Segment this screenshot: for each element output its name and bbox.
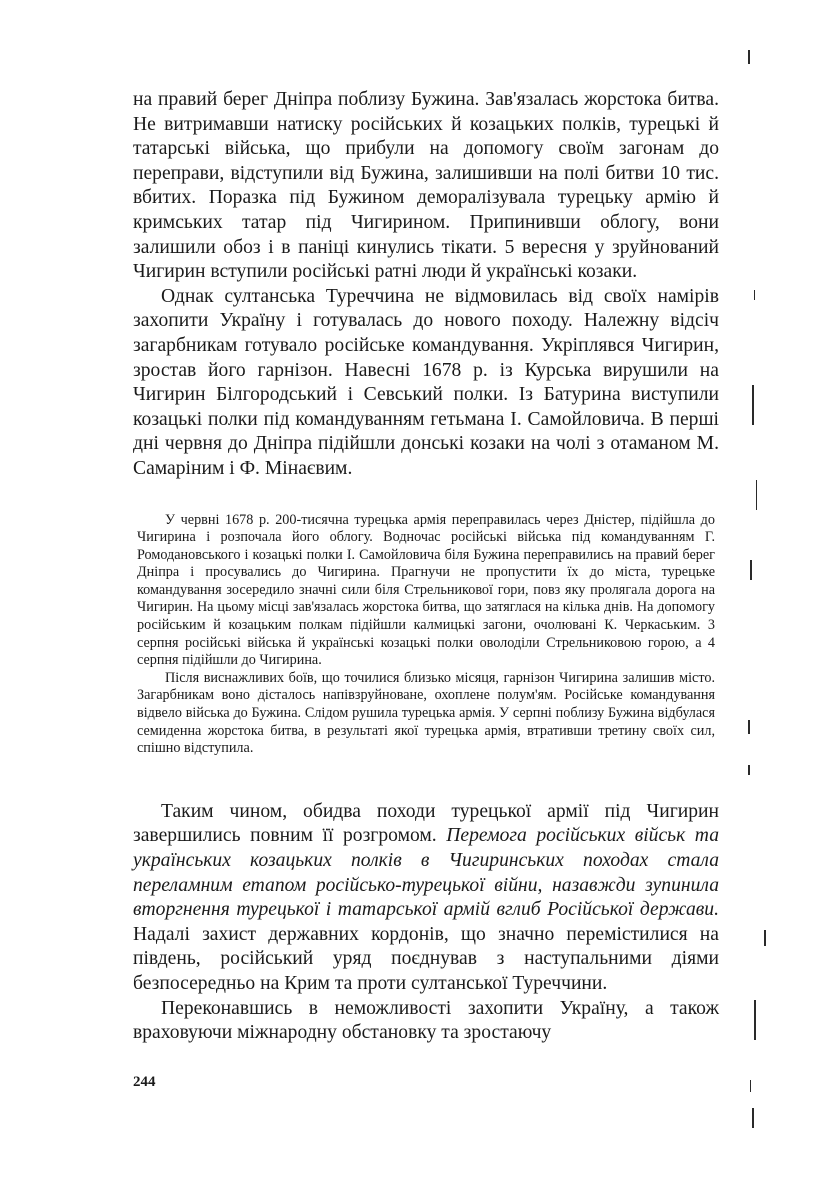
page-number: 244 [133, 1074, 156, 1090]
paragraph-3 [133, 800, 719, 997]
paragraph-1: на правий берег Дніпра поблизу Бужина. Зав'язалась жорстока битва. Не витримавши натиску російських й козацьких полків, турецькі й татарські війська, що прибули на допомогу своїм загонам до переправи, відступили від Бужина, залишивши на полі битви 10 тис. вбитих. Поразка під Бужином деморалізувала турецьку армію й кримських татар під Чигирином. Припинивши облогу, вони залишили обоз і в паніці кинулись тікати. 5 вересня у зруйнований Чигирин вступили російські ратні люди й українські козаки. [133, 89, 719, 283]
scan-mark [750, 560, 752, 580]
paragraph-2: Однак султанська Туреччина не відмовилась від своїх намірів захопити Україну і готувалась до нового походу. Належну відсіч загарбникам готувало російське командування. Укріплявся Чигирин, зростав його гарнізон. Навесні 1678 р. із Курська вирушили на Чигирин Білгородський і Севський полки. Із Батурина виступили козацькі полки під командуванням гетьмана І. Самойловича. В перші дні червня до Дніпра підійшли донські козаки на чолі з отаманом М. Самаріним і Ф. Мінаєвим. [133, 285, 719, 479]
scan-mark [748, 765, 750, 775]
note-paragraph-2: Після виснажливих боїв, що точилися близько місяця, гарнізон Чигирина залишив місто. Загарбникам воно дісталось напівзруйноване, охоплене полум'ям. Російське командування відвело війська до Бужина. Слідом рушила турецька армія. У серпні поблизу Бужина відбулася семиденна жорстока битва, в результаті якої турецька армія, втративши третину своїх сил, спішно відступила. [137, 669, 715, 757]
paragraph-3-start: Таким чином, обидва походи турецької армії під Чигирин завершились повним її розгромом. [133, 800, 719, 847]
paragraph-3-italic: Перемога російських військ та українських козацьких полків в Чигиринських походах стала переламним етапом російсько-турецької війни, назавжди зупинила вторгнення турецької і татарської армій вглиб Російської держави. [133, 825, 719, 921]
scan-mark [756, 480, 757, 510]
note-paragraph-1: У червні 1678 р. 200-тисячна турецька армія переправилась через Дністер, підійшла до Чигирина і розпочала його облогу. Водночас російські війська під командуванням Г. Ромодановського і козацькі полки І. Самойловича біля Бужина переправились на правий берег Дніпра і просувались до Чигирина. Прагнучи не пропустити їх до міста, турецьке командування зосередило значні сили біля Стрельникової гори, повз яку пролягала дорога на Чигирин. На цьому місці зав'язалась жорстока битва, що затяглася на кілька днів. На допомогу російським й козацьким полкам підійшли калмицькі загони, очолювані К. Черкаським. 3 серпня російські війська й українські козацькі полки оволоділи Стрельниковою горою, а 4 серпня підійшли до Чигирина. [137, 511, 715, 669]
paragraph-3-end: Надалі захист державних кордонів, що значно перемістилися на південь, російський уряд поєднував з наступальними діями безпосередньо на Крим та проти султанської Туреччини. [133, 923, 719, 994]
scan-mark [754, 290, 755, 300]
scan-mark [750, 1080, 751, 1092]
scan-mark [764, 930, 766, 946]
scan-mark [748, 720, 750, 734]
small-print-note [133, 512, 719, 758]
margin-scan-marks [744, 40, 774, 1140]
scan-mark [754, 1000, 756, 1040]
scan-mark [752, 1108, 754, 1128]
page-body [133, 88, 719, 1046]
scan-mark [748, 50, 750, 64]
paragraph-4: Переконавшись в неможливості захопити Україну, а також враховуючи міжнародну обстановку та зростаючу [133, 997, 719, 1044]
scan-mark [752, 385, 754, 425]
